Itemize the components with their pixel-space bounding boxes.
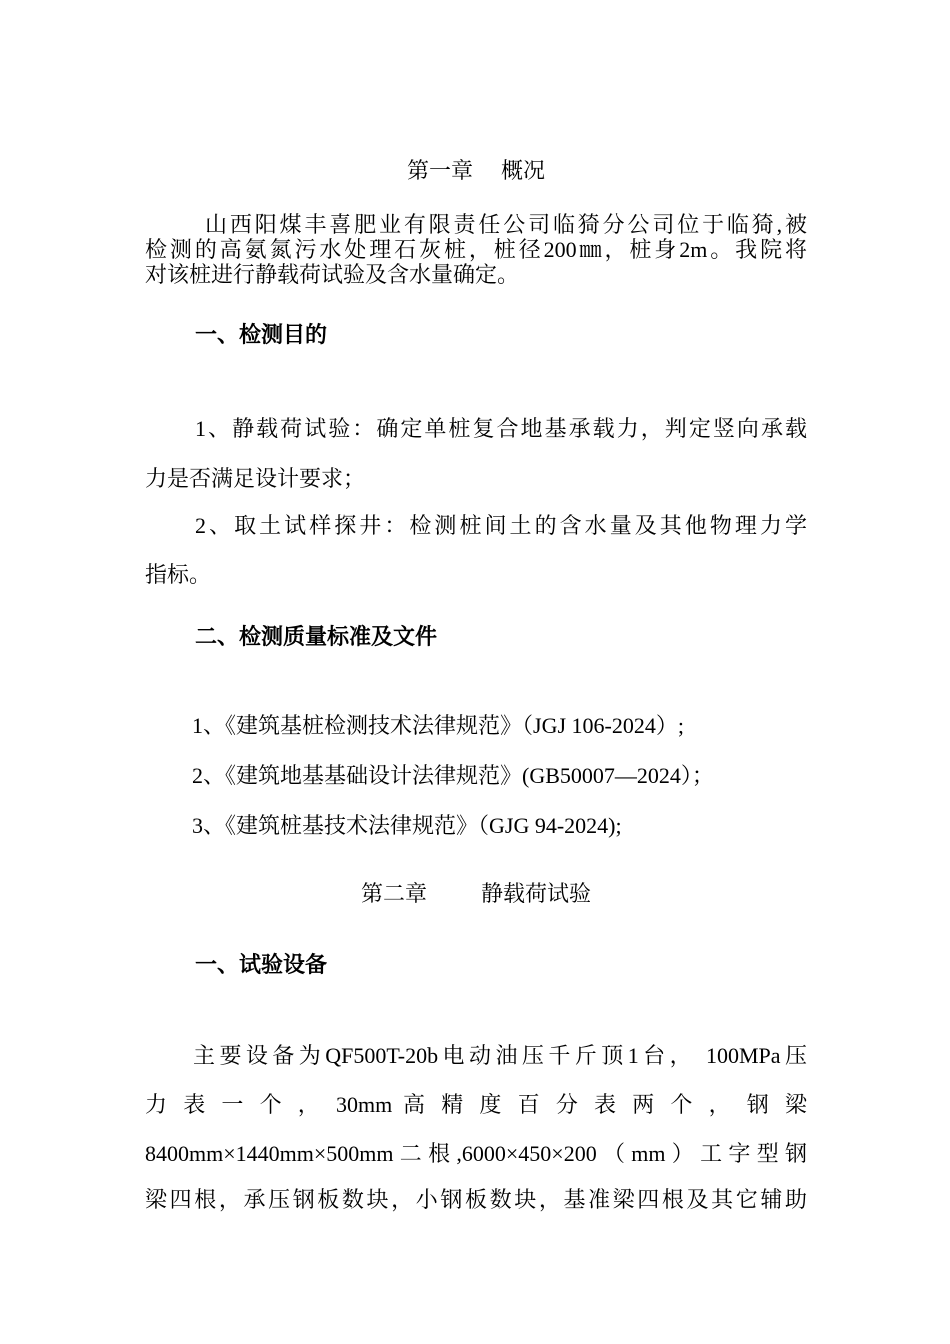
chapter-1-title xyxy=(145,154,807,185)
intro-line-1: 山西阳煤丰喜肥业有限责任公司临猗分公司位于临猗,被 xyxy=(205,212,807,237)
purpose-item-1-line-2: 力是否满足设计要求； xyxy=(145,466,366,491)
purpose-item-1-line-1: 1、静载荷试验：确定单桩复合地基承载力，判定竖向承载 xyxy=(195,416,807,441)
chapter-1-number: 第一章 xyxy=(406,158,473,183)
standard-item-2: 2、《建筑地基基础设计法律规范》(GB50007—2024）； xyxy=(192,763,714,788)
chapter-2-title xyxy=(145,877,807,908)
equipment-line-3: 8400mm×1440mm×500mm二根,6000×450×200（mm）工字型钢 xyxy=(145,1141,807,1166)
standard-item-3: 3、《建筑桩基技术法律规范》（GJG 94-2024); xyxy=(192,813,622,838)
equipment-line-2: 力 表 一 个 ， 30mm 高 精 度 百 分 表 两 个 ， 钢 梁 xyxy=(145,1092,807,1117)
purpose-item-2-line-1: 2、取土试样探井：检测桩间土的含水量及其他物理力学 xyxy=(195,513,807,538)
purpose-item-2-line-2: 指标。 xyxy=(145,562,212,587)
chapter-1-name: 概况 xyxy=(501,158,546,183)
section-heading-equipment: 一、试验设备 xyxy=(195,952,328,977)
section-heading-purpose: 一、检测目的 xyxy=(195,322,328,347)
chapter-2-number: 第二章 xyxy=(360,881,427,906)
standard-item-1: 1、《建筑基桩检测技术法律规范》（JGJ 106-2024）; xyxy=(192,713,684,738)
chapter-2-name: 静载荷试验 xyxy=(481,881,592,906)
intro-line-3: 对该桩进行静载荷试验及含水量确定。 xyxy=(145,262,520,287)
section-heading-standards: 二、检测质量标准及文件 xyxy=(195,624,438,649)
intro-line-2: 检测的高氨氮污水处理石灰桩，桩径200㎜，桩身2m。我院将 xyxy=(145,237,807,262)
equipment-line-1: 主要设备为QF500T-20b电动油压千斤顶1台， 100MPa压 xyxy=(193,1043,807,1068)
equipment-line-4: 梁四根，承压钢板数块，小钢板数块，基准梁四根及其它辅助 xyxy=(145,1187,807,1212)
